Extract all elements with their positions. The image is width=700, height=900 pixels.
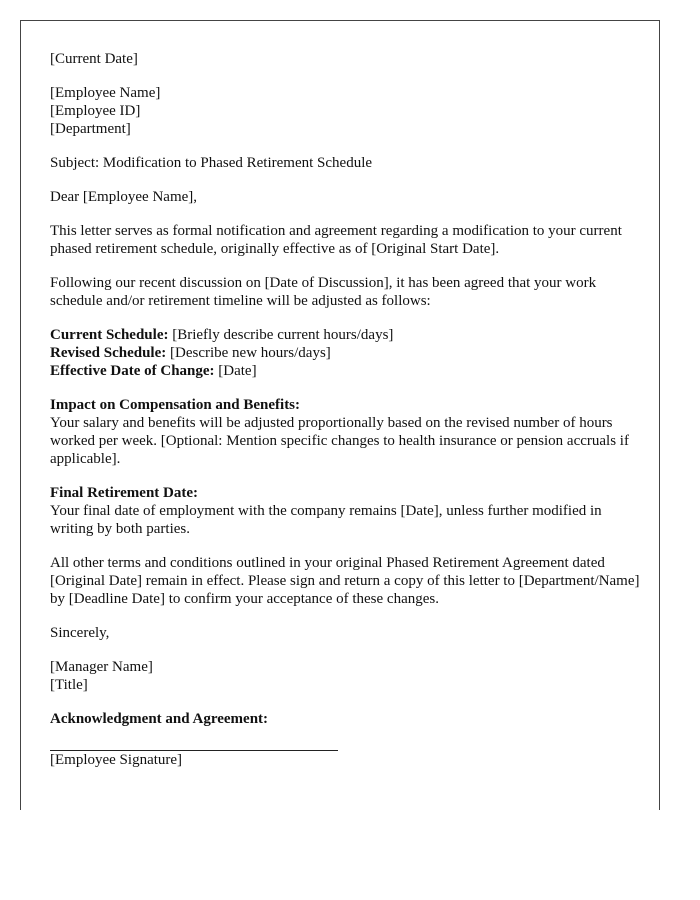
salutation: Dear [Employee Name], (50, 189, 198, 205)
acknowledgment-block (50, 710, 640, 728)
current-schedule-value: [Briefly describe current hours/days] (168, 327, 394, 343)
impact-heading: Impact on Compensation and Benefits: (50, 397, 301, 413)
discussion-paragraph: Following our recent discussion on [Date of Discussion], it has been agreed that your work schedule and/or retirement timeline will be adjusted as follows: (50, 275, 597, 309)
sender-block (50, 658, 640, 694)
manager-title: [Title] (50, 677, 88, 693)
acknowledgment-heading: Acknowledgment and Agreement: (50, 711, 269, 727)
employee-name: [Employee Name] (50, 85, 161, 101)
letter-body (50, 50, 640, 769)
final-retirement-heading: Final Retirement Date: (50, 485, 199, 501)
impact-text: Your salary and benefits will be adjusted proportionally based on the revised number of hours worked per week. [Optional: Mention specific changes to health insurance or pension accruals if applicable]. (50, 415, 629, 467)
final-retirement-text: Your final date of employment with the company remains [Date], unless further modified in writing by both parties. (50, 503, 602, 537)
intro-paragraph: This letter serves as formal notification and agreement regarding a modification to your current phased retirement schedule, originally effective as of [Original Start Date]. (50, 223, 622, 257)
revised-schedule-row (50, 344, 640, 362)
letter-date: [Current Date] (50, 51, 138, 67)
impact-section (50, 396, 640, 468)
closing: Sincerely, (50, 625, 110, 641)
closing-block (50, 624, 640, 642)
employee-department: [Department] (50, 121, 131, 137)
final-retirement-section (50, 484, 640, 538)
salutation-block (50, 188, 640, 206)
current-schedule-row (50, 326, 640, 344)
revised-schedule-label: Revised Schedule: (50, 345, 167, 361)
effective-date-row (50, 362, 640, 380)
signature-label: [Employee Signature] (50, 752, 183, 768)
effective-date-label: Effective Date of Change: (50, 363, 215, 379)
letter-page (20, 20, 660, 810)
recipient-block (50, 84, 640, 138)
manager-name: [Manager Name] (50, 659, 153, 675)
current-schedule-label: Current Schedule: (50, 327, 169, 343)
terms-paragraph: All other terms and conditions outlined in your original Phased Retirement Agreement dated [Original Date] remain in effect. Please sign and return a copy of this letter to [Department/Name] by [Deadline Date] to confirm your acceptance of these changes. (50, 555, 640, 607)
subject-line: Subject: Modification to Phased Retirement Schedule (50, 155, 373, 171)
subject-block (50, 154, 640, 172)
schedule-block (50, 326, 640, 380)
date-block (50, 50, 640, 68)
effective-date-value: [Date] (214, 363, 257, 379)
revised-schedule-value: [Describe new hours/days] (166, 345, 331, 361)
employee-id: [Employee ID] (50, 103, 141, 119)
